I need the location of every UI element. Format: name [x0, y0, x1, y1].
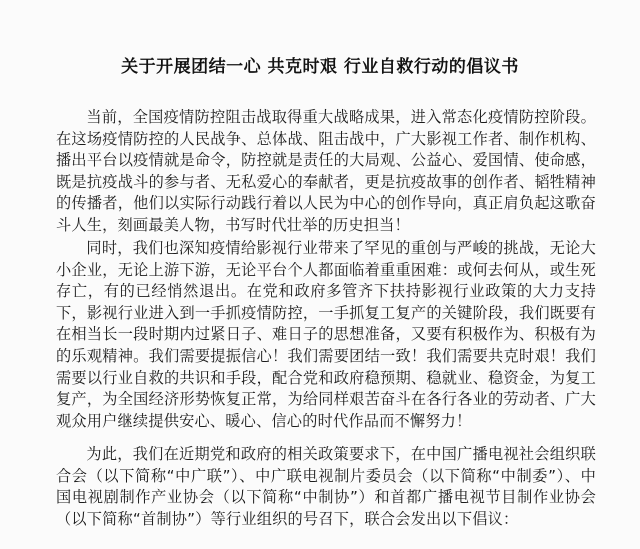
paragraph-challenges: 同时，我们也深知疫情给影视行业带来了罕见的重创与严峻的挑战，无论大小企业，无论上游下游，无论平台个人都面临着重重困难：或何去何从，或生死存亡，有的已经悄然退出。在党和政府多管齐下扶持影视行业政策的大力支持下，影视行业进入到一手抓疫情防控，一手抓复工复产的关键阶段，我们既要有在相当长一段时期内过紧日子、难日子的思想准备，又要有积极作为、积极有为的乐观精神。我们需要提振信心！我们需要团结一致！我们需要共克时艰！我们需要以行业自救的共识和手段，配合党和政府稳预期、稳就业、稳资金，为复工复产，为全国经济形势恢复正常，为给同样艰苦奋斗在各行各业的劳动者、广大观众用户继续提供安心、暖心、信心的时代作品而不懈努力！ [56, 239, 596, 430]
paragraph-current-situation: 当前，全国疫情防控阻击战取得重大战略成果，进入常态化疫情防控阶段。在这场疫情防控的人民战争、总体战、阻击战中，广大影视工作者、制作机构、播出平台以疫情就是命令，防控就是责任的大局观、公益心、爱国情、使命感，既是抗疫战斗的参与者、无私爱心的奉献者，更是抗疫故事的创作者、韬牲精神的传播者，他们以实际行动践行着以人民为中心的创作导向，真正肩负起这歌奋斗人生，刻画最美人物，书写时代壮举的历史担当！ [56, 108, 596, 234]
document-title: 关于开展团结一心 共克时艰 行业自救行动的倡议书 [121, 57, 519, 77]
paragraph-initiative-call: 为此，我们在近期党和政府的相关政策要求下，在中国广播电视社会组织联合会（以下简称“中广联”）、中广联电视制片委员会（以下简称“中制委”）、中国电视剧制作产业协会（以下简称“中制协”）和首都广播电视节目制作业协会（以下简称“首制协”）等行业组织的号召下，联合会发出以下倡议： [56, 445, 596, 528]
